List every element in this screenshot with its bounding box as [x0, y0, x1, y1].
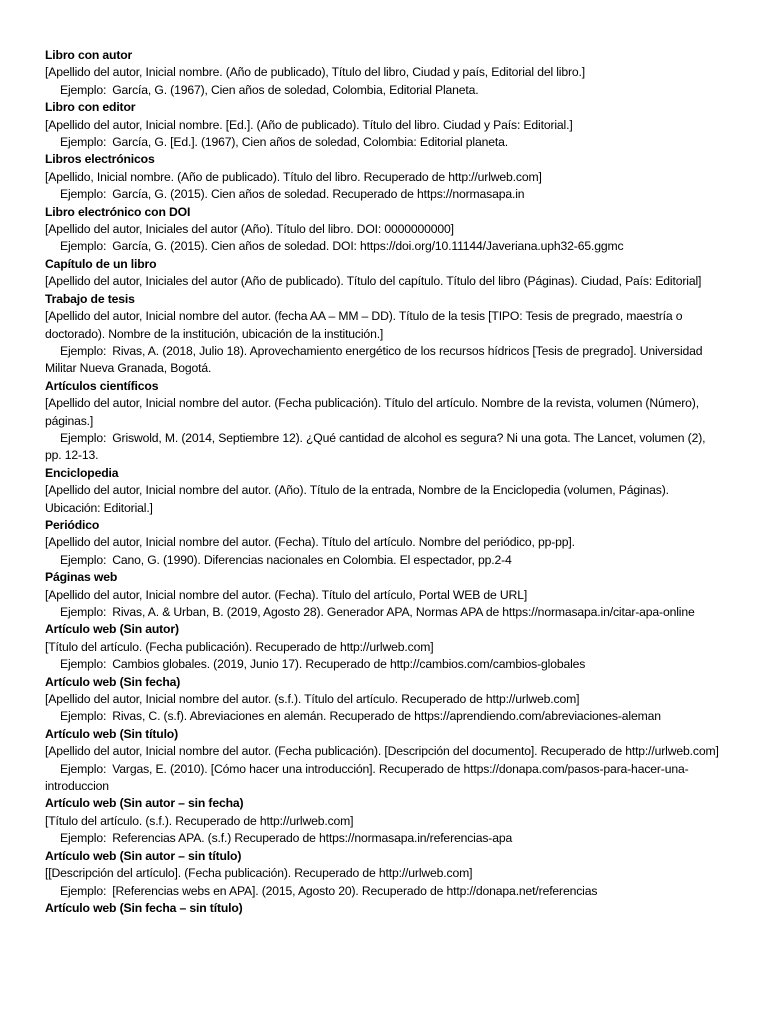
example-text: Cano, G. (1990). Diferencias nacionales en Colombia. El espectador, pp.2-4 — [112, 552, 512, 567]
example-text: Rivas, A. & Urban, B. (2019, Agosto 28). Generador APA, Normas APA de https://normasapa.in/citar-apa-online — [112, 605, 695, 619]
entry-example — [45, 761, 725, 796]
example-text: Vargas, E. (2010). [Cómo hacer una introducción]. Recuperado de https://donapa.com/pasos-para-hacer-una-introduccion — [45, 761, 689, 794]
example-text: [Referencias webs en APA]. (2015, Agosto 20). Recuperado de http://donapa.net/referencias — [112, 883, 598, 898]
example-text: Referencias APA. (s.f.) Recuperado de https://normasapa.in/referencias-apa — [112, 831, 513, 846]
entry-heading: Libro electrónico con DOI — [45, 204, 191, 219]
entry-example — [45, 552, 725, 569]
entry-periodico — [45, 517, 725, 569]
entry-heading: Capítulo de un libro — [45, 256, 157, 271]
entry-format: [Apellido del autor, Inicial nombre del autor. (Año). Título de la entrada, Nombre de la Enciclopedia (volumen, Páginas). Ubicación: Editorial.] — [45, 483, 669, 515]
example-label: Ejemplo: — [60, 552, 107, 567]
entry-heading: Libros electrónicos — [45, 152, 155, 167]
entry-articulo-web-sin-fecha — [45, 674, 725, 726]
document-page — [45, 47, 725, 917]
entry-paginas-web — [45, 569, 725, 621]
entry-format: [[Descripción del artículo]. (Fecha publicación). Recuperado de http://urlweb.com] — [45, 866, 473, 881]
entry-heading: Páginas web — [45, 570, 118, 585]
entry-heading: Libro con editor — [45, 100, 136, 115]
entry-format: [Apellido del autor, Inicial nombre. [Ed.]. (Año de publicado). Título del libro. Ciudad y País: Editorial.] — [45, 117, 573, 132]
entry-example — [45, 883, 725, 900]
example-label: Ejemplo: — [60, 135, 107, 150]
entry-format: [Apellido del autor, Iniciales del autor (Año). Título del libro. DOI: 0000000000] — [45, 222, 454, 237]
entry-format: [Apellido del autor, Inicial nombre del autor. (s.f.). Título del artículo. Recuperado de http://urlweb.com] — [45, 692, 580, 707]
entry-heading: Artículo web (Sin fecha) — [45, 674, 181, 689]
entry-format: [Apellido del autor, Inicial nombre del autor. (fecha AA – MM – DD). Título de la tesis [TIPO: Tesis de pregrado, maestría o doctorado). Nombre de la institución, ubicación de la institución.] — [45, 309, 683, 341]
entry-format: [Apellido del autor, Inicial nombre del autor. (Fecha publicación). [Descripción del documento]. Recuperado de http://urlweb.com] — [45, 744, 719, 759]
entry-format: [Apellido del autor, Inicial nombre del autor. (Fecha publicación). Título del artículo. Nombre de la revista, volumen (Número), páginas.] — [45, 396, 699, 428]
entry-heading: Artículos científicos — [45, 378, 159, 393]
entry-example — [45, 134, 725, 151]
entry-capitulo-de-libro — [45, 256, 725, 291]
example-text: Griswold, M. (2014, Septiembre 12). ¿Qué cantidad de alcohol es segura? Ni una gota. The Lancet, volumen (2), pp. 12-13. — [45, 430, 706, 463]
entry-heading: Artículo web (Sin autor) — [45, 622, 179, 637]
example-label: Ejemplo: — [60, 239, 107, 254]
example-label: Ejemplo: — [60, 761, 107, 776]
example-label: Ejemplo: — [60, 430, 107, 445]
example-label: Ejemplo: — [60, 82, 107, 97]
entry-heading: Artículo web (Sin título) — [45, 726, 179, 741]
entry-example — [45, 830, 725, 847]
entry-format: [Apellido del autor, Inicial nombre. (Año de publicado), Título del libro, Ciudad y país, Editorial del libro.] — [45, 65, 585, 80]
example-label: Ejemplo: — [60, 187, 107, 202]
entry-example — [45, 82, 725, 99]
example-label: Ejemplo: — [60, 605, 107, 619]
entry-articulo-web-sin-autor-sin-titulo — [45, 848, 725, 900]
entry-example — [45, 343, 725, 378]
entry-heading: Libro con autor — [45, 48, 133, 62]
example-text: Cambios globales. (2019, Junio 17). Recuperado de http://cambios.com/cambios-globales — [112, 657, 586, 672]
example-label: Ejemplo: — [60, 657, 107, 672]
entry-articulo-web-sin-fecha-sin-titulo — [45, 900, 725, 917]
entry-articulo-web-sin-autor — [45, 621, 725, 673]
entry-articulos-cientificos — [45, 378, 725, 465]
example-text: García, G. (2015). Cien años de soledad. Recuperado de https://normasapa.in — [112, 187, 525, 202]
entry-trabajo-de-tesis — [45, 291, 725, 378]
entry-heading: Artículo web (Sin autor – sin título) — [45, 848, 242, 863]
entry-articulo-web-sin-titulo — [45, 726, 725, 796]
entry-heading: Enciclopedia — [45, 465, 119, 480]
entry-enciclopedia — [45, 465, 725, 517]
example-text: García, G. (2015). Cien años de soledad. DOI: https://doi.org/10.11144/Javeriana.uph32-65.ggmc — [112, 239, 624, 254]
entry-heading: Artículo web (Sin autor – sin fecha) — [45, 796, 244, 811]
example-label: Ejemplo: — [60, 709, 107, 724]
entry-libro-electronico-doi — [45, 204, 725, 256]
entry-heading: Periódico — [45, 517, 100, 532]
entry-format: [Apellido del autor, Inicial nombre del autor. (Fecha). Título del artículo. Nombre del periódico, pp-pp]. — [45, 535, 575, 550]
example-label: Ejemplo: — [60, 831, 107, 846]
entry-example — [45, 238, 725, 255]
example-text: Rivas, A. (2018, Julio 18). Aprovechamiento energético de los recursos hídricos [Tesis de pregrado]. Universidad Militar Nueva Granada, Bogotá. — [45, 343, 703, 376]
entry-example — [45, 186, 725, 203]
entry-libros-electronicos — [45, 151, 725, 203]
entry-format: [Título del artículo. (Fecha publicación). Recuperado de http://urlweb.com] — [45, 639, 434, 654]
entry-example — [45, 656, 725, 673]
entry-format: [Apellido del autor, Iniciales del autor (Año de publicado). Título del capítulo. Título del libro (Páginas). Ciudad, País: Editorial] — [45, 274, 702, 289]
entry-articulo-web-sin-autor-sin-fecha — [45, 795, 725, 847]
entry-example — [45, 430, 725, 465]
entry-format: [Título del artículo. (s.f.). Recuperado de http://urlweb.com] — [45, 813, 354, 828]
entry-libro-con-editor — [45, 99, 725, 151]
entry-heading: Trabajo de tesis — [45, 291, 135, 306]
example-label: Ejemplo: — [60, 883, 107, 898]
example-text: García, G. [Ed.]. (1967), Cien años de soledad, Colombia: Editorial planeta. — [112, 135, 508, 150]
entry-heading: Artículo web (Sin fecha – sin título) — [45, 900, 243, 915]
example-text: Rivas, C. (s.f). Abreviaciones en alemán. Recuperado de https://aprendiendo.com/abreviaciones-aleman — [112, 709, 661, 724]
entry-format: [Apellido del autor, Inicial nombre del autor. (Fecha). Título del artículo, Portal WEB de URL] — [45, 587, 528, 602]
entry-libro-con-autor — [45, 47, 725, 99]
entry-example — [45, 708, 725, 725]
entry-example — [45, 604, 725, 621]
example-text: García, G. (1967), Cien años de soledad, Colombia, Editorial Planeta. — [112, 82, 479, 97]
entry-format: [Apellido, Inicial nombre. (Año de publicado). Título del libro. Recuperado de http://urlweb.com] — [45, 169, 542, 184]
example-label: Ejemplo: — [60, 343, 107, 358]
